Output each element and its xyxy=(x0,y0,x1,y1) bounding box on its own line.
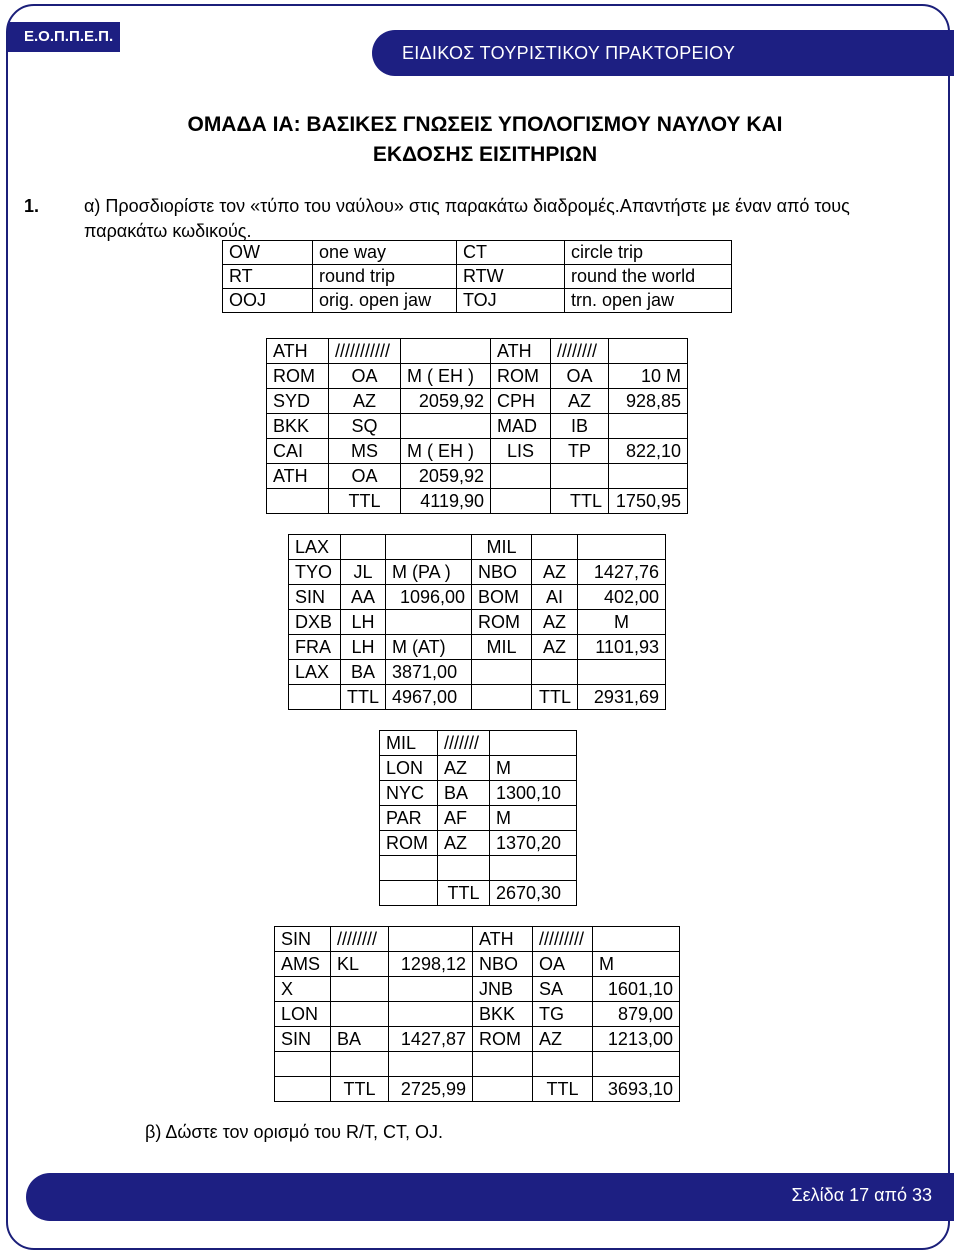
table-row xyxy=(275,1052,680,1077)
table-row xyxy=(267,439,688,464)
fare-cell: M (PA ) xyxy=(386,560,472,585)
fare-cell: 1298,12 xyxy=(389,952,473,977)
carrier-cell: OA xyxy=(551,364,609,389)
table-row xyxy=(267,464,688,489)
page-number: Σελίδα 17 από 33 xyxy=(791,1185,932,1205)
city-cell xyxy=(380,881,438,906)
legend-cell: RT xyxy=(223,265,313,289)
total-label-cell: TTL xyxy=(551,489,609,514)
fare-cell xyxy=(490,856,577,881)
fare-cell: M xyxy=(593,952,680,977)
carrier-cell xyxy=(438,856,490,881)
table-row xyxy=(380,781,577,806)
city-cell: LON xyxy=(275,1002,331,1027)
total-label-cell: TTL xyxy=(533,1077,593,1102)
city-cell: ATH xyxy=(267,464,329,489)
carrier-cell: AI xyxy=(532,585,578,610)
route-table-3 xyxy=(379,730,577,906)
fare-cell: 1213,00 xyxy=(593,1027,680,1052)
fare-cell xyxy=(578,660,666,685)
city-cell: SIN xyxy=(275,927,331,952)
table-row xyxy=(267,489,688,514)
fare-cell xyxy=(609,339,688,364)
city-cell: ROM xyxy=(472,610,532,635)
fare-cell xyxy=(593,1052,680,1077)
carrier-cell: JL xyxy=(341,560,386,585)
table-row xyxy=(275,1077,680,1102)
carrier-cell: BA xyxy=(438,781,490,806)
carrier-cell: IB xyxy=(551,414,609,439)
legend-cell: round the world xyxy=(565,265,732,289)
legend-row xyxy=(223,265,732,289)
fare-cell: 879,00 xyxy=(593,1002,680,1027)
city-cell: ATH xyxy=(473,927,533,952)
city-cell: ATH xyxy=(267,339,329,364)
legend-cell: RTW xyxy=(457,265,565,289)
fare-cell xyxy=(609,414,688,439)
fare-cell: 402,00 xyxy=(578,585,666,610)
carrier-cell xyxy=(533,1052,593,1077)
legend-cell: one way xyxy=(313,241,457,265)
carrier-cell: TP xyxy=(551,439,609,464)
city-cell: CPH xyxy=(491,389,551,414)
legend-cell: circle trip xyxy=(565,241,732,265)
city-cell: JNB xyxy=(473,977,533,1002)
fare-cell: M xyxy=(578,610,666,635)
fare-cell: 928,85 xyxy=(609,389,688,414)
carrier-cell xyxy=(341,535,386,560)
city-cell xyxy=(473,1052,533,1077)
carrier-cell: AZ xyxy=(438,831,490,856)
table-row xyxy=(275,1002,680,1027)
table-row xyxy=(275,952,680,977)
city-cell: MIL xyxy=(472,635,532,660)
carrier-cell xyxy=(331,1002,389,1027)
city-cell: ROM xyxy=(267,364,329,389)
fare-cell xyxy=(609,464,688,489)
city-cell: LON xyxy=(380,756,438,781)
city-cell: X xyxy=(275,977,331,1002)
table-row xyxy=(267,389,688,414)
city-cell xyxy=(491,489,551,514)
fare-cell: 1370,20 xyxy=(490,831,577,856)
legend-cell: OOJ xyxy=(223,289,313,313)
city-cell: MAD xyxy=(491,414,551,439)
table-row xyxy=(380,731,577,756)
carrier-cell: //////// xyxy=(331,927,389,952)
city-cell xyxy=(491,464,551,489)
header-bar xyxy=(8,22,954,78)
table-row xyxy=(380,806,577,831)
total-cell: 4967,00 xyxy=(386,685,472,710)
fare-cell xyxy=(578,535,666,560)
city-cell: ROM xyxy=(491,364,551,389)
fare-cell xyxy=(401,339,491,364)
city-cell: SIN xyxy=(275,1027,331,1052)
carrier-cell: AZ xyxy=(533,1027,593,1052)
carrier-cell: SA xyxy=(533,977,593,1002)
table-row xyxy=(275,1027,680,1052)
table-row xyxy=(267,364,688,389)
fare-cell: 3871,00 xyxy=(386,660,472,685)
carrier-cell: BA xyxy=(341,660,386,685)
carrier-cell: BA xyxy=(331,1027,389,1052)
title-line-2: ΕΚΔΟΣΗΣ ΕΙΣΙΤΗΡΙΩΝ xyxy=(372,143,598,166)
city-cell: SIN xyxy=(289,585,341,610)
city-cell: MIL xyxy=(380,731,438,756)
carrier-cell xyxy=(331,1052,389,1077)
city-cell: ROM xyxy=(473,1027,533,1052)
total-label-cell: TTL xyxy=(341,685,386,710)
carrier-cell: /////// xyxy=(438,731,490,756)
table-row xyxy=(380,881,577,906)
carrier-cell: AZ xyxy=(532,560,578,585)
carrier-cell: MS xyxy=(329,439,401,464)
city-cell: ATH xyxy=(491,339,551,364)
carrier-cell: OA xyxy=(329,464,401,489)
legend-cell: TOJ xyxy=(457,289,565,313)
fare-cell xyxy=(386,535,472,560)
fare-cell: M xyxy=(490,806,577,831)
city-cell xyxy=(472,685,532,710)
carrier-cell: AZ xyxy=(551,389,609,414)
carrier-cell xyxy=(331,977,389,1002)
carrier-cell: AZ xyxy=(329,389,401,414)
city-cell: CAI xyxy=(267,439,329,464)
carrier-cell: //////// xyxy=(551,339,609,364)
fare-cell: M xyxy=(490,756,577,781)
fare-cell: M ( EH ) xyxy=(401,364,491,389)
footer-bar xyxy=(26,1173,954,1221)
fare-cell xyxy=(389,977,473,1002)
table-row xyxy=(289,610,666,635)
fare-cell: 1300,10 xyxy=(490,781,577,806)
carrier-cell: LH xyxy=(341,610,386,635)
route-table-1 xyxy=(266,338,688,514)
legend-row xyxy=(223,241,732,265)
carrier-cell xyxy=(551,464,609,489)
question-text: α) Προσδιορίστε τον «τύπο του ναύλου» στις παρακάτω διαδρομές.Απαντήστε με έναν από τους παρακάτω κωδικούς. xyxy=(84,196,850,241)
total-label-cell: TTL xyxy=(331,1077,389,1102)
legend-cell: CT xyxy=(457,241,565,265)
city-cell: ROM xyxy=(380,831,438,856)
legend-cell: trn. open jaw xyxy=(565,289,732,313)
city-cell: DXB xyxy=(289,610,341,635)
fare-cell xyxy=(386,610,472,635)
fare-cell xyxy=(490,731,577,756)
carrier-cell: KL xyxy=(331,952,389,977)
legend-cell: round trip xyxy=(313,265,457,289)
table-row xyxy=(275,977,680,1002)
fare-cell: 2059,92 xyxy=(401,389,491,414)
carrier-cell: SQ xyxy=(329,414,401,439)
table-row xyxy=(289,535,666,560)
fare-cell xyxy=(389,1002,473,1027)
city-cell: NYC xyxy=(380,781,438,806)
route-table-2 xyxy=(288,534,666,710)
table-row xyxy=(289,660,666,685)
table-row xyxy=(267,414,688,439)
city-cell: MIL xyxy=(472,535,532,560)
fare-cell xyxy=(593,927,680,952)
question-number: 1. xyxy=(24,196,40,216)
city-cell: LIS xyxy=(491,439,551,464)
fare-cell: 1601,10 xyxy=(593,977,680,1002)
city-cell: PAR xyxy=(380,806,438,831)
title-line-1: ΟΜΑΔΑ ΙΑ: ΒΑΣΙΚΕΣ ΓΝΩΣΕΙΣ ΥΠΟΛΟΓΙΣΜΟΥ ΝΑΥΛΟΥ ΚΑΙ xyxy=(187,113,783,136)
city-cell xyxy=(267,489,329,514)
table-row xyxy=(289,635,666,660)
table-row xyxy=(289,685,666,710)
fare-cell: 1427,87 xyxy=(389,1027,473,1052)
city-cell: BOM xyxy=(472,585,532,610)
city-cell: AMS xyxy=(275,952,331,977)
carrier-cell: /////////// xyxy=(329,339,401,364)
total-cell: 1750,95 xyxy=(609,489,688,514)
total-cell: 3693,10 xyxy=(593,1077,680,1102)
page-title xyxy=(60,110,910,170)
total-label-cell: TTL xyxy=(329,489,401,514)
total-cell: 2670,30 xyxy=(490,881,577,906)
carrier-cell: OA xyxy=(533,952,593,977)
city-cell xyxy=(289,685,341,710)
carrier-cell: AA xyxy=(341,585,386,610)
city-cell: LAX xyxy=(289,660,341,685)
carrier-cell: AF xyxy=(438,806,490,831)
question-b: β) Δώστε τον ορισμό του R/T, CT, OJ. xyxy=(145,1122,444,1142)
city-cell: LAX xyxy=(289,535,341,560)
table-row xyxy=(380,856,577,881)
carrier-cell: AZ xyxy=(532,635,578,660)
carrier-cell: TG xyxy=(533,1002,593,1027)
fare-cell: M (AT) xyxy=(386,635,472,660)
total-label-cell: TTL xyxy=(532,685,578,710)
total-label-cell: TTL xyxy=(438,881,490,906)
fare-cell xyxy=(401,414,491,439)
total-cell: 2931,69 xyxy=(578,685,666,710)
fare-type-legend xyxy=(222,240,732,313)
city-cell: NBO xyxy=(472,560,532,585)
table-row xyxy=(289,585,666,610)
city-cell: SYD xyxy=(267,389,329,414)
legend-row xyxy=(223,289,732,313)
fare-cell: 2059,92 xyxy=(401,464,491,489)
org-label: Ε.Ο.Π.Π.Ε.Π. xyxy=(8,22,120,52)
fare-cell: 10 M xyxy=(609,364,688,389)
carrier-cell: OA xyxy=(329,364,401,389)
table-row xyxy=(380,831,577,856)
city-cell: TYO xyxy=(289,560,341,585)
total-cell: 2725,99 xyxy=(389,1077,473,1102)
city-cell: BKK xyxy=(473,1002,533,1027)
carrier-cell xyxy=(532,535,578,560)
table-row xyxy=(380,756,577,781)
carrier-cell: AZ xyxy=(438,756,490,781)
city-cell xyxy=(380,856,438,881)
table-row xyxy=(275,927,680,952)
city-cell xyxy=(275,1077,331,1102)
fare-cell: 822,10 xyxy=(609,439,688,464)
fare-cell: 1101,93 xyxy=(578,635,666,660)
city-cell: BKK xyxy=(267,414,329,439)
fare-cell: 1427,76 xyxy=(578,560,666,585)
city-cell xyxy=(275,1052,331,1077)
fare-cell xyxy=(389,927,473,952)
table-row xyxy=(289,560,666,585)
carrier-cell: ///////// xyxy=(533,927,593,952)
fare-cell: 1096,00 xyxy=(386,585,472,610)
carrier-cell: LH xyxy=(341,635,386,660)
fare-cell: M ( EH ) xyxy=(401,439,491,464)
carrier-cell: AZ xyxy=(532,610,578,635)
city-cell xyxy=(473,1077,533,1102)
city-cell xyxy=(472,660,532,685)
city-cell: FRA xyxy=(289,635,341,660)
route-table-4 xyxy=(274,926,680,1102)
city-cell: NBO xyxy=(473,952,533,977)
section-label: ΕΙΔΙΚΟΣ ΤΟΥΡΙΣΤΙΚΟΥ ΠΡΑΚΤΟΡΕΙΟΥ xyxy=(372,30,954,76)
total-cell: 4119,90 xyxy=(401,489,491,514)
carrier-cell xyxy=(532,660,578,685)
legend-cell: OW xyxy=(223,241,313,265)
fare-cell xyxy=(389,1052,473,1077)
legend-cell: orig. open jaw xyxy=(313,289,457,313)
table-row xyxy=(267,339,688,364)
